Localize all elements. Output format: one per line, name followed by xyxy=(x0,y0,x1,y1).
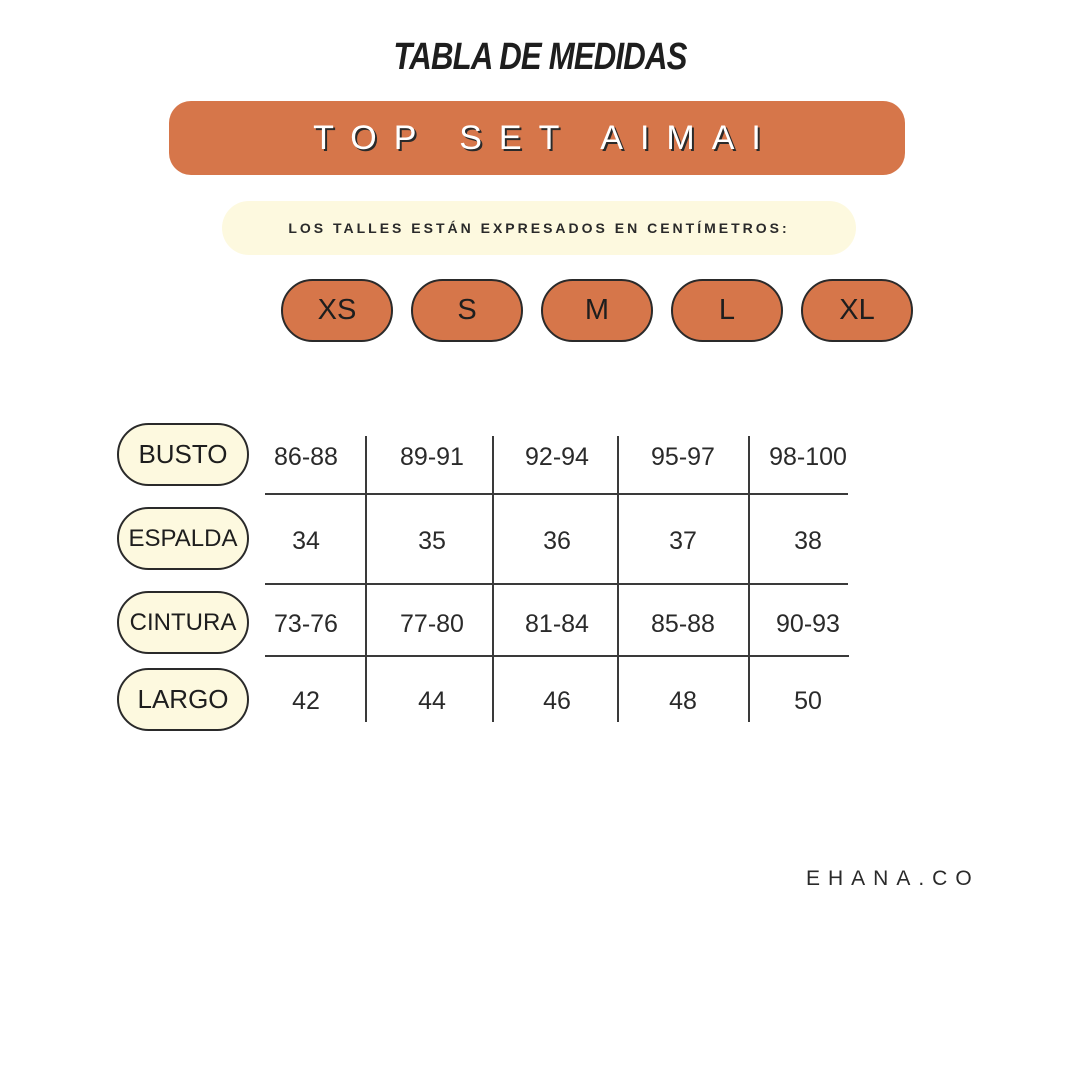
table-cell: 46 xyxy=(543,687,571,715)
row-label-busto: BUSTO xyxy=(117,423,249,486)
page-title: TABLA DE MEDIDAS xyxy=(393,36,687,78)
table-cell: 85-88 xyxy=(651,610,715,638)
product-banner xyxy=(169,101,905,175)
table-cell: 37 xyxy=(669,527,697,555)
table-cell: 34 xyxy=(292,527,320,555)
row-label-largo: LARGO xyxy=(117,668,249,731)
grid-line-horizontal xyxy=(265,583,848,585)
table-cell: 95-97 xyxy=(651,443,715,471)
table-cell: 86-88 xyxy=(274,443,338,471)
table-cell: 44 xyxy=(418,687,446,715)
size-l: L xyxy=(671,279,783,342)
table-cell: 98-100 xyxy=(769,443,847,471)
table-cell: 81-84 xyxy=(525,610,589,638)
table-cell: 92-94 xyxy=(525,443,589,471)
size-s: S xyxy=(411,279,523,342)
table-cell: 89-91 xyxy=(400,443,464,471)
row-label-cintura: CINTURA xyxy=(117,591,249,654)
brand-footer: EHANA.CO xyxy=(806,867,980,890)
table-cell: 73-76 xyxy=(274,610,338,638)
table-cell: 50 xyxy=(794,687,822,715)
table-cell: 38 xyxy=(794,527,822,555)
row-label-espalda: ESPALDA xyxy=(117,507,249,570)
size-m: M xyxy=(541,279,653,342)
table-cell: 90-93 xyxy=(776,610,840,638)
table-cell: 77-80 xyxy=(400,610,464,638)
grid-line-horizontal xyxy=(265,655,849,657)
table-cell: 35 xyxy=(418,527,446,555)
table-cell: 48 xyxy=(669,687,697,715)
size-xl: XL xyxy=(801,279,913,342)
grid-line-vertical xyxy=(365,436,367,722)
table-cell: 42 xyxy=(292,687,320,715)
units-note xyxy=(222,201,856,255)
grid-line-vertical xyxy=(492,436,494,722)
product-name: TOP SET AIMAI xyxy=(313,118,778,157)
grid-line-vertical xyxy=(748,436,750,722)
units-note-text: LOS TALLES ESTÁN EXPRESADOS EN CENTÍMETROS: xyxy=(288,220,790,236)
table-cell: 36 xyxy=(543,527,571,555)
grid-line-vertical xyxy=(617,436,619,722)
size-xs: XS xyxy=(281,279,393,342)
grid-line-horizontal xyxy=(265,493,848,495)
